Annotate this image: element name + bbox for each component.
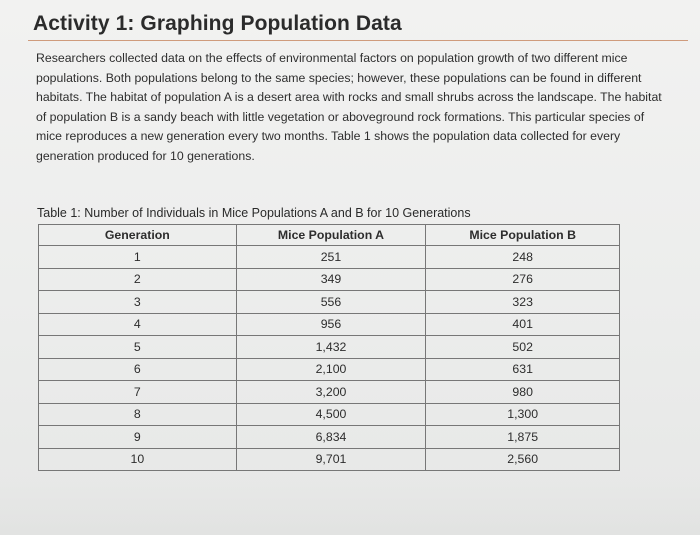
population-b-cell: 631	[426, 358, 620, 381]
generation-cell: 1	[39, 246, 237, 269]
generation-cell: 9	[39, 426, 237, 449]
table-row	[39, 291, 620, 314]
paper-shadow	[0, 480, 700, 535]
population-a-cell: 4,500	[236, 403, 426, 426]
generation-cell: 10	[39, 448, 237, 471]
generation-cell: 3	[39, 291, 237, 314]
population-b-cell: 2,560	[426, 448, 620, 471]
population-a-cell: 6,834	[236, 426, 426, 449]
intro-paragraph: Researchers collected data on the effects of environmental factors on population growth of two different mice populations. Both populations belong to the same species; however, these populations can be found in different habitats. The habitat of population A is a desert area with rocks and small shrubs across the landscape. The habitat of population B is a sandy beach with little vegetation or aboveground rock formations. This particular species of mice reproduces a new generation every two months. Table 1 shows the population data collected for every generation produced for 10 generations.	[36, 51, 662, 163]
population-b-cell: 276	[426, 268, 620, 291]
generation-cell: 2	[39, 268, 237, 291]
population-a-cell: 2,100	[236, 358, 426, 381]
activity-title: Activity 1: Graphing Population Data	[33, 12, 402, 35]
population-b-cell: 502	[426, 336, 620, 359]
table-row	[39, 381, 620, 404]
table-row	[39, 246, 620, 269]
population-b-cell: 1,875	[426, 426, 620, 449]
table-header-row	[39, 225, 620, 246]
table-row	[39, 448, 620, 471]
population-a-cell: 349	[236, 268, 426, 291]
population-b-cell: 401	[426, 313, 620, 336]
population-a-cell: 556	[236, 291, 426, 314]
generation-cell: 6	[39, 358, 237, 381]
population-a-cell: 251	[236, 246, 426, 269]
generation-cell: 8	[39, 403, 237, 426]
population-b-cell: 248	[426, 246, 620, 269]
generation-cell: 4	[39, 313, 237, 336]
header-population-b: Mice Population B	[426, 225, 620, 246]
header-generation: Generation	[39, 225, 237, 246]
generation-cell: 7	[39, 381, 237, 404]
population-a-cell: 3,200	[236, 381, 426, 404]
table-row	[39, 336, 620, 359]
table-row	[39, 426, 620, 449]
population-b-cell: 980	[426, 381, 620, 404]
population-a-cell: 1,432	[236, 336, 426, 359]
table-row	[39, 313, 620, 336]
title-divider	[28, 40, 688, 41]
table-row	[39, 358, 620, 381]
header-population-a: Mice Population A	[236, 225, 426, 246]
population-table	[38, 224, 620, 471]
table-caption: Table 1: Number of Individuals in Mice Populations A and B for 10 Generations	[37, 206, 471, 220]
population-b-cell: 323	[426, 291, 620, 314]
generation-cell: 5	[39, 336, 237, 359]
table-row	[39, 268, 620, 291]
population-a-cell: 956	[236, 313, 426, 336]
population-a-cell: 9,701	[236, 448, 426, 471]
population-b-cell: 1,300	[426, 403, 620, 426]
table-row	[39, 403, 620, 426]
